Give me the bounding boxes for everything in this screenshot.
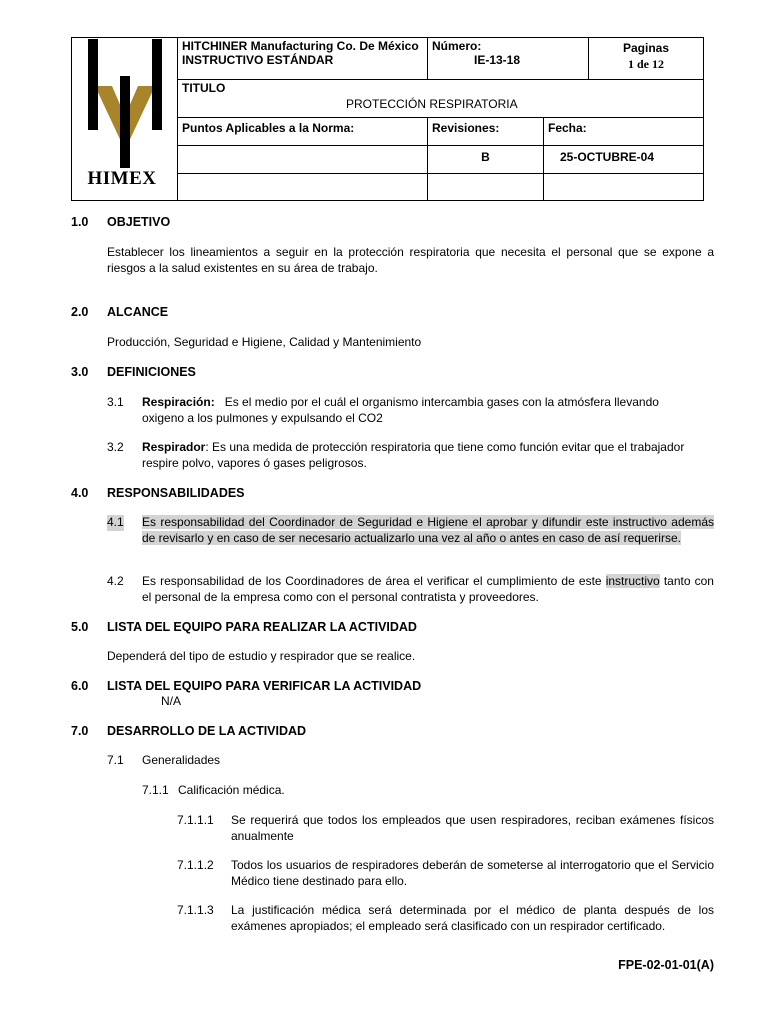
titulo-label: TITULO — [182, 81, 226, 96]
fecha-value: 25-OCTUBRE-04 — [544, 145, 704, 173]
section-title: LISTA DEL EQUIPO PARA REALIZAR LA ACTIVIDAD — [107, 620, 417, 634]
fecha-label: Fecha: — [544, 118, 704, 145]
responsibility-text-cont: tanto con el personal de la empresa como con el personal contratista y proveedores. — [142, 574, 714, 604]
document-title: PROTECCIÓN RESPIRATORIA — [346, 97, 518, 112]
equipo-verificar-text: N/A — [161, 694, 182, 708]
highlighted-word: instructivo — [605, 574, 660, 588]
blank-cell — [178, 173, 428, 200]
procedure-item — [177, 858, 714, 890]
section-number: 3.0 — [71, 365, 89, 379]
blank-cell — [544, 173, 704, 200]
section-title: OBJETIVO — [107, 215, 171, 229]
logo-text: HIMEX — [87, 168, 157, 189]
section-heading-objetivo — [71, 215, 170, 229]
item-number: 3.2 — [107, 440, 124, 454]
company-cell — [178, 38, 428, 80]
section-title: DESARROLLO DE LA ACTIVIDAD — [107, 724, 307, 738]
section-title: DEFINICIONES — [107, 365, 196, 379]
revision-value: B — [428, 145, 544, 173]
puntos-value — [178, 145, 428, 173]
procedure-item — [177, 813, 714, 845]
procedure-text: La justificación médica será determinada por el médico de planta después de los exámenes apropiados; el empleado será clasificado con un respirador certificado. — [231, 903, 714, 933]
definition-term: Respiración: — [142, 395, 215, 409]
section-number: 7.0 — [71, 724, 89, 738]
numero-cell — [428, 38, 589, 80]
section-heading-desarrollo — [71, 724, 306, 738]
definition-text: : Es una medida de protección respiratoria que tiene como función evitar que el trabajador respire polvo, vapores ó gases peligrosos. — [142, 440, 685, 470]
procedure-text: Todos los usuarios de respiradores deberán de someterse al interrogatorio que el Servicio Médico tiene destinado para ello. — [231, 858, 714, 888]
item-number: 7.1 — [107, 753, 124, 767]
company-name: HITCHINER Manufacturing Co. De México — [182, 39, 419, 53]
responsibility-text: Es responsabilidad del Coordinador de Seguridad e Higiene el aprobar y difundir este instructivo además de revisarlo y en caso de ser necesario actualizarlo una vez al año o antes en caso de así requerirse. — [142, 515, 714, 545]
item-number: 7.1.1.2 — [177, 858, 214, 872]
titulo-cell — [178, 80, 704, 118]
objetivo-text: Establecer los lineamientos a seguir en la protección respiratoria que necesita el personal que se expone a riesgos a la salud existentes en su área de trabajo. — [107, 245, 714, 275]
subsection-title: Generalidades — [142, 753, 221, 767]
subsection-title: Calificación médica. — [178, 783, 285, 797]
paginas-value: 1 de 12 — [628, 57, 664, 71]
numero-value: IE-13-18 — [474, 53, 521, 67]
document-header-table — [71, 37, 704, 201]
procedure-text: Se requerirá que todos los empleados que usen respiradores, reciban exámenes físicos anualmente — [231, 813, 714, 843]
blank-cell — [428, 173, 544, 200]
logo-cell — [72, 38, 178, 201]
himex-logo-icon — [72, 38, 178, 168]
definition-item — [107, 395, 714, 427]
section-heading-alcance — [71, 305, 168, 319]
item-number: 7.1.1 — [142, 783, 169, 797]
revisiones-label: Revisiones: — [428, 118, 544, 145]
numero-label: Número: — [432, 39, 482, 53]
puntos-label: Puntos Aplicables a la Norma: — [178, 118, 428, 145]
item-number: 4.1 — [107, 515, 124, 529]
responsibility-item — [107, 515, 714, 563]
alcance-text: Producción, Seguridad e Higiene, Calidad y Mantenimiento — [107, 335, 422, 349]
equipo-realizar-text: Dependerá del tipo de estudio y respirador que se realice. — [107, 649, 416, 663]
document-type: INSTRUCTIVO ESTÁNDAR — [182, 53, 334, 67]
section-heading-equipo-realizar — [71, 620, 417, 634]
section-heading-responsabilidades — [71, 486, 245, 500]
form-code: FPE-02-01-01(A) — [618, 958, 714, 972]
section-title: RESPONSABILIDADES — [107, 486, 245, 500]
paginas-label: Paginas — [622, 41, 670, 55]
definition-text: Es el medio por el cuál el organismo intercambia gases con la atmósfera llevando oxigeno a los pulmones y expulsando el CO2 — [142, 395, 659, 425]
definition-term: Respirador — [142, 440, 206, 454]
item-number: 4.2 — [107, 574, 124, 588]
item-number: 7.1.1.3 — [177, 903, 214, 917]
section-number: 5.0 — [71, 620, 89, 634]
subsection-generalidades — [107, 753, 407, 769]
section-title: ALCANCE — [107, 305, 169, 319]
definition-item — [107, 440, 714, 472]
subsection-calificacion — [142, 783, 442, 799]
section-number: 4.0 — [71, 486, 89, 500]
section-heading-definiciones — [71, 365, 196, 379]
item-number: 3.1 — [107, 395, 124, 409]
section-number: 1.0 — [71, 215, 89, 229]
section-number: 2.0 — [71, 305, 89, 319]
procedure-item — [177, 903, 714, 935]
paginas-cell — [589, 38, 704, 80]
responsibility-item — [107, 574, 714, 606]
item-number: 7.1.1.1 — [177, 813, 214, 827]
section-title: LISTA DEL EQUIPO PARA VERIFICAR LA ACTIVIDAD — [107, 679, 422, 693]
section-number: 6.0 — [71, 679, 89, 693]
responsibility-text: Es responsabilidad de los Coordinadores de área el verificar el cumplimiento de este — [142, 574, 606, 588]
himex-logo — [72, 38, 172, 200]
section-heading-equipo-verificar — [71, 679, 421, 693]
